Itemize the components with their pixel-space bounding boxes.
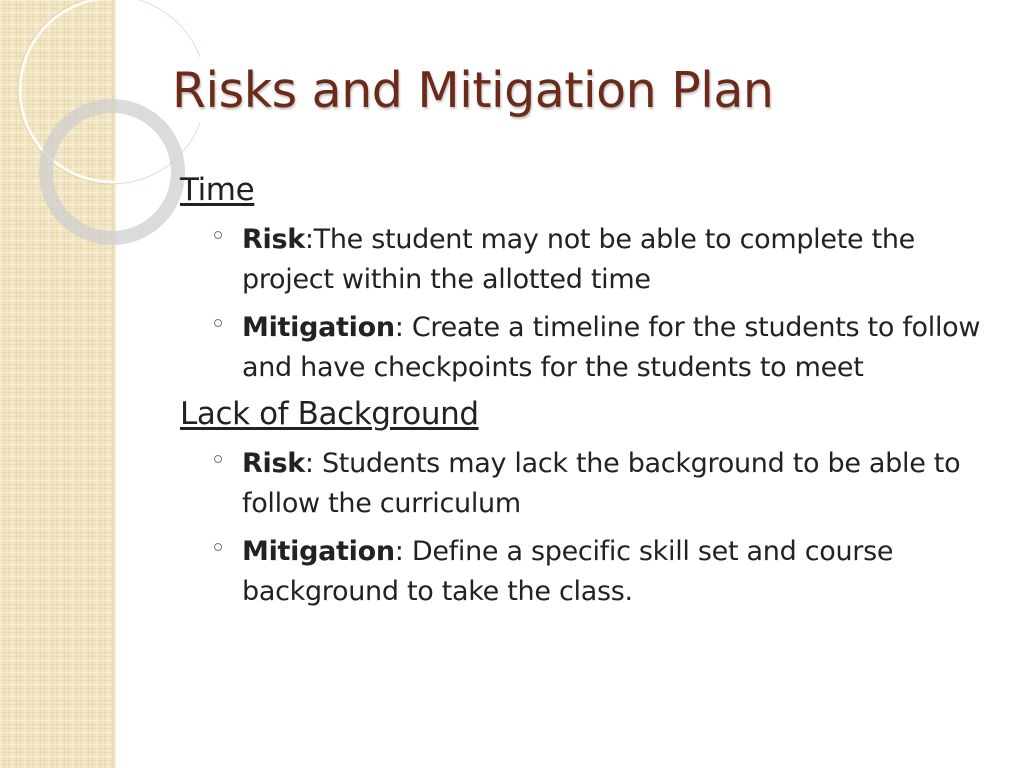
hollow-bullet-icon [214, 319, 222, 327]
section-heading-time: Time [180, 172, 255, 208]
list-item-time-risk [242, 220, 1010, 300]
hollow-bullet-icon [214, 231, 222, 239]
section-heading-background: Lack of Background [180, 396, 479, 432]
item-separator: : [394, 536, 412, 567]
slide-title: Risks and Mitigation Plan [172, 62, 774, 119]
list-item-background-risk [242, 444, 1010, 524]
item-label: Mitigation [242, 536, 395, 567]
slide-body [180, 168, 1010, 612]
item-label: Risk [242, 448, 305, 479]
item-text: Create a timeline for the students to follow and have checkpoints for the students to meet [242, 312, 981, 383]
list-item-time-mitigation [242, 308, 1010, 388]
item-text: Define a specific skill set and course background to take the class. [242, 536, 894, 607]
hollow-bullet-icon [214, 455, 222, 463]
item-text: The student may not be able to complete the project within the allotted time [242, 224, 915, 295]
list-item-background-mitigation [242, 532, 1010, 612]
item-separator: : [304, 224, 314, 255]
item-text: Students may lack the background to be able to follow the curriculum [242, 448, 961, 519]
item-label: Risk [242, 224, 305, 255]
item-separator: : [394, 312, 412, 343]
hollow-bullet-icon [214, 543, 222, 551]
item-label: Mitigation [242, 312, 395, 343]
decorative-rings [0, 0, 200, 260]
item-separator: : [304, 448, 322, 479]
